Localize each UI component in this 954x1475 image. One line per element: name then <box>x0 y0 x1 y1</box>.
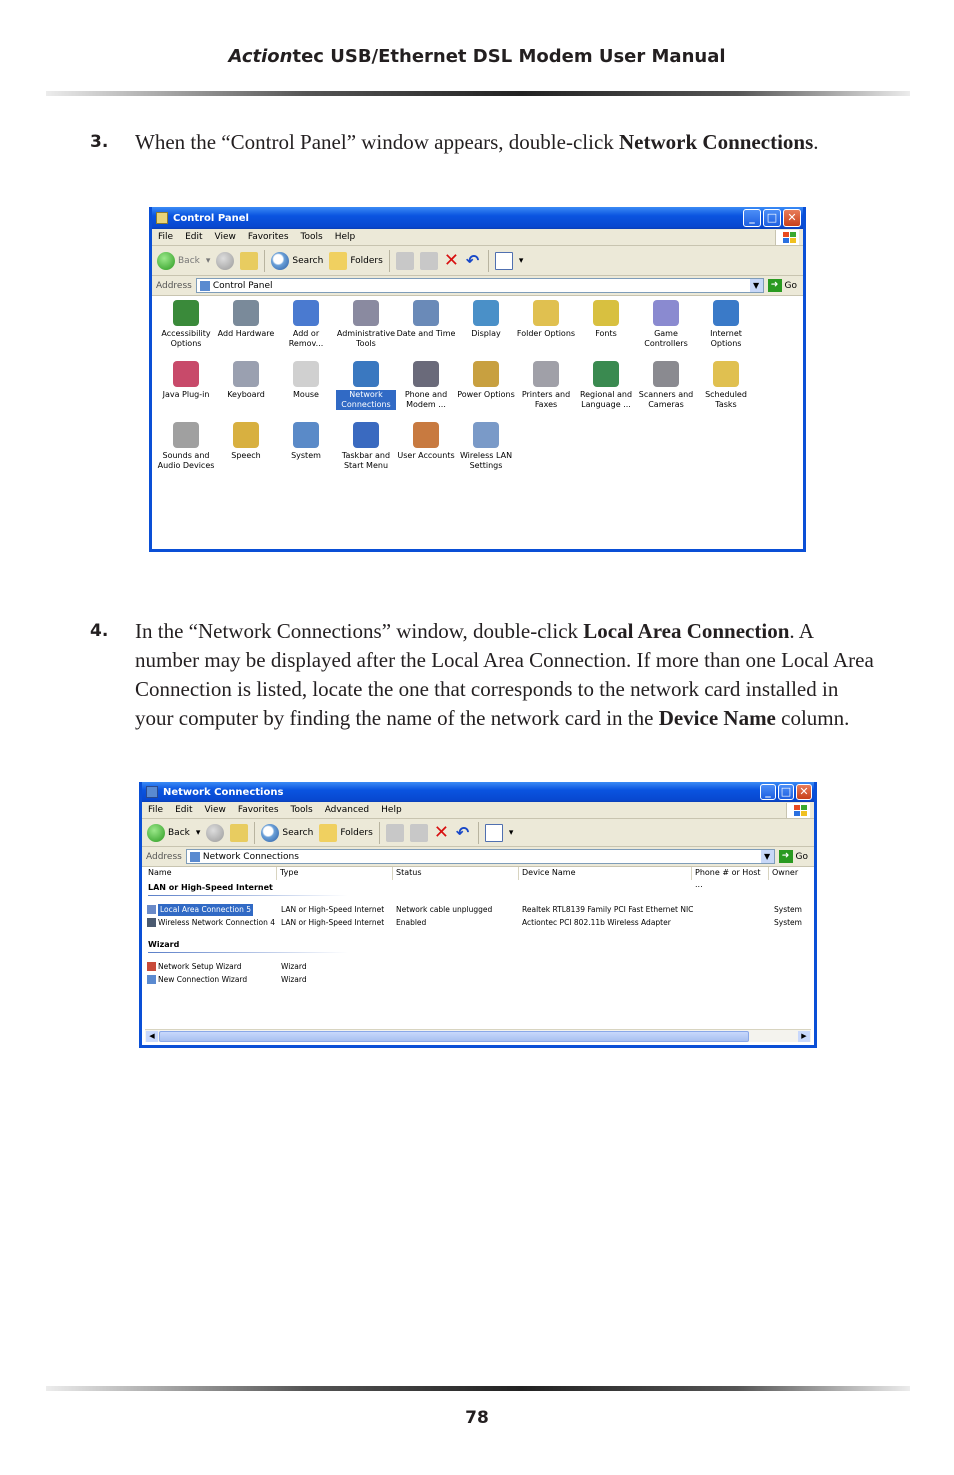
power-options-icon <box>473 361 499 387</box>
maximize-button[interactable]: □ <box>778 784 794 800</box>
cp-item-label-line2: Remov... <box>288 339 324 348</box>
internet-icon <box>713 300 739 326</box>
toolbar-separator <box>264 250 265 272</box>
toolbar-separator <box>389 250 390 272</box>
header-brand-italic: Action <box>228 46 293 67</box>
undo-icon[interactable]: ↶ <box>455 822 470 842</box>
cp-item-user-accounts[interactable] <box>396 420 456 475</box>
cp-item-system[interactable] <box>276 420 336 475</box>
menu-favorites[interactable]: Favorites <box>237 805 279 815</box>
cp-item-label <box>456 390 516 400</box>
cp-item-label-line1: Date and Time <box>396 329 456 338</box>
forward-icon[interactable] <box>216 252 234 270</box>
cp-item-display[interactable] <box>456 298 516 353</box>
network-window-icon <box>146 786 158 798</box>
table-row[interactable] <box>145 974 811 986</box>
cp-item-label-line1: Phone and <box>404 390 448 399</box>
wireless-antenna-icon <box>147 918 156 927</box>
cp-item-label <box>276 329 336 349</box>
cp-item-label-line1: Power Options <box>457 390 515 399</box>
cp-item-label-line2: Controllers <box>644 339 688 348</box>
display-icon <box>473 300 499 326</box>
cp-item-label <box>276 451 336 461</box>
cp-item-power-options[interactable] <box>456 359 516 414</box>
group-wizard-divider <box>148 952 348 953</box>
address-value: Network Connections <box>202 851 299 862</box>
back-button[interactable]: Back <box>168 827 190 838</box>
cp-item-label-line1: Sounds and <box>162 451 210 460</box>
address-value: Control Panel <box>212 280 273 291</box>
views-dropdown-icon[interactable]: ▾ <box>518 255 524 266</box>
cp-item-label-line1: Add or <box>292 329 320 338</box>
cp-item-label-line2: Start Menu <box>343 461 389 470</box>
cp-item-label-line2: Tasks <box>715 400 737 409</box>
address-input[interactable] <box>196 278 764 293</box>
cp-item-label <box>456 451 516 471</box>
menu-tools[interactable]: Tools <box>290 805 313 815</box>
search-icon[interactable] <box>261 824 279 842</box>
cp-item-label-line1: Internet <box>710 329 742 338</box>
cp-item-label-line1: Speech <box>231 451 261 460</box>
menu-view[interactable]: View <box>214 232 236 242</box>
cp-item-label <box>336 390 396 410</box>
wireless-connection-name[interactable]: Wireless Network Connection 4 <box>158 918 276 927</box>
cp-item-phone-and[interactable] <box>396 359 456 414</box>
cp-item-add-hardware[interactable] <box>216 298 276 353</box>
move-to-icon[interactable] <box>386 824 404 842</box>
column-device-name[interactable]: Device Name <box>519 867 692 880</box>
cp-item-label-line1: Taskbar and <box>341 451 391 460</box>
header-rule <box>46 91 910 96</box>
cp-item-label <box>636 390 696 410</box>
group-lan: LAN or High-Speed Internet <box>148 883 273 892</box>
row-type: Wizard <box>281 975 307 984</box>
step-4-bold-device-name: Device Name <box>658 706 776 730</box>
step-4-text: In the “Network Connections” window, double-click <box>135 619 584 643</box>
cp-item-sounds-and[interactable] <box>156 420 216 475</box>
menu-tools[interactable]: Tools <box>300 232 323 242</box>
cp-item-label-line2: Tools <box>356 339 376 348</box>
column-name[interactable]: Name <box>145 867 277 880</box>
lan-connection-icon <box>147 905 156 914</box>
cp-item-label <box>276 390 336 400</box>
cp-item-scheduled[interactable] <box>696 359 756 414</box>
row-device-name: Realtek RTL8139 Family PCI Fast Ethernet NIC <box>522 905 694 914</box>
copy-to-icon[interactable] <box>420 252 438 270</box>
step-4-number: 4. <box>90 621 109 641</box>
minimize-button[interactable]: _ <box>760 784 776 800</box>
move-to-icon[interactable] <box>396 252 414 270</box>
cp-item-label <box>156 390 216 400</box>
cp-item-label <box>216 329 276 339</box>
group-lan-divider <box>148 895 348 896</box>
maximize-button[interactable]: □ <box>763 209 781 227</box>
table-row[interactable] <box>145 904 811 916</box>
cp-item-date-and-time[interactable] <box>396 298 456 353</box>
toolbar-separator <box>379 822 380 844</box>
row-owner: System <box>774 918 802 927</box>
go-button[interactable] <box>768 279 803 292</box>
date-and-time-icon <box>413 300 439 326</box>
close-button[interactable]: ✕ <box>783 209 801 227</box>
taskbar-and-icon <box>353 422 379 448</box>
cp-item-label-line2: Options <box>170 339 202 348</box>
cp-item-network[interactable] <box>336 359 396 414</box>
step-4-text-end: column. <box>775 706 850 730</box>
cp-item-administrative[interactable] <box>336 298 396 353</box>
go-arrow-icon: ➜ <box>779 850 793 863</box>
scrollbar-thumb[interactable] <box>159 1031 749 1042</box>
network-connections-address-bar <box>142 847 814 867</box>
cp-item-label-line1: Java Plug-in <box>162 390 210 399</box>
back-icon[interactable] <box>157 252 175 270</box>
cp-item-label-line1: System <box>291 451 321 460</box>
cp-item-label-line1: Printers and <box>521 390 571 399</box>
network-setup-wizard-name[interactable]: Network Setup Wizard <box>158 962 242 971</box>
search-icon[interactable] <box>271 252 289 270</box>
control-panel-icon <box>200 281 210 291</box>
cp-item-regional-and[interactable] <box>576 359 636 414</box>
copy-to-icon[interactable] <box>410 824 428 842</box>
page-number: 78 <box>465 1408 489 1428</box>
cp-item-printers-and[interactable] <box>516 359 576 414</box>
mouse-icon <box>293 361 319 387</box>
views-icon[interactable] <box>485 824 503 842</box>
cp-item-label <box>396 329 456 339</box>
network-connections-title: Network Connections <box>163 786 284 798</box>
folders-icon[interactable] <box>329 252 347 270</box>
address-label: Address <box>146 851 182 862</box>
step-4 <box>90 617 880 733</box>
address-label: Address <box>156 280 192 291</box>
cp-item-label <box>516 329 576 339</box>
cp-item-label-line2: Connections <box>341 400 391 409</box>
network-setup-wizard-icon <box>147 962 156 971</box>
cp-item-label-line1: Administrative <box>336 329 396 338</box>
up-folder-icon[interactable] <box>240 252 258 270</box>
row-type: Wizard <box>281 962 307 971</box>
step-3-end: . <box>813 130 819 154</box>
menu-file[interactable]: File <box>148 805 164 815</box>
cp-item-fonts[interactable] <box>576 298 636 353</box>
user-accounts-icon <box>413 422 439 448</box>
search-button[interactable]: Search <box>282 827 314 838</box>
row-device-name: Actiontec PCI 802.11b Wireless Adapter <box>522 918 671 927</box>
cp-item-label-line1: Regional and <box>579 390 633 399</box>
table-row[interactable] <box>145 917 811 929</box>
footer-rule <box>46 1386 910 1391</box>
delete-icon[interactable]: ✕ <box>443 249 459 271</box>
go-arrow-icon: ➜ <box>768 279 782 292</box>
cp-item-label <box>216 390 276 400</box>
cp-item-folder-options[interactable] <box>516 298 576 353</box>
step-3 <box>90 128 880 157</box>
cp-item-label-line2: Faxes <box>534 400 558 409</box>
network-connections-icon <box>190 852 200 862</box>
row-owner: System <box>774 905 802 914</box>
cp-item-game[interactable] <box>636 298 696 353</box>
cp-item-label-line2: Settings <box>469 461 503 470</box>
horizontal-scrollbar[interactable] <box>145 1029 811 1042</box>
network-connections-titlebar[interactable] <box>142 782 814 802</box>
menu-edit[interactable]: Edit <box>175 805 193 815</box>
column-phone-or-host[interactable]: Phone # or Host ... <box>692 867 769 880</box>
cp-item-label-line2: Language ... <box>581 400 631 409</box>
cp-item-add-or[interactable] <box>276 298 336 353</box>
back-button[interactable]: Back <box>178 255 200 266</box>
windows-flag-icon <box>786 803 810 818</box>
phone-and-icon <box>413 361 439 387</box>
cp-item-label-line1: Add Hardware <box>217 329 275 338</box>
cp-item-internet[interactable] <box>696 298 756 353</box>
keyboard-icon <box>233 361 259 387</box>
go-button[interactable] <box>779 850 814 863</box>
header-title-rest: tec USB/Ethernet DSL Modem User Manual <box>292 46 726 67</box>
local-area-connection-name[interactable]: Local Area Connection 5 <box>160 905 252 914</box>
chevron-down-icon[interactable]: ▾ <box>205 255 211 266</box>
chevron-down-icon[interactable]: ▾ <box>195 827 201 838</box>
row-type: LAN or High-Speed Internet <box>281 905 385 914</box>
cp-item-label-line2: Options <box>710 339 742 348</box>
cp-item-label-line1: Scanners and <box>638 390 694 399</box>
cp-item-mouse[interactable] <box>276 359 336 414</box>
cp-item-wireless-lan[interactable] <box>456 420 516 475</box>
menu-favorites[interactable]: Favorites <box>247 232 289 242</box>
fonts-icon <box>593 300 619 326</box>
administrative-icon <box>353 300 379 326</box>
add-hardware-icon <box>233 300 259 326</box>
control-panel-icon-grid <box>156 298 756 475</box>
cp-item-accessibility[interactable] <box>156 298 216 353</box>
cp-item-label <box>156 329 216 349</box>
undo-icon[interactable]: ↶ <box>465 250 480 270</box>
control-panel-window-icon <box>156 212 168 224</box>
cp-item-label-line1: Game <box>654 329 678 338</box>
cp-item-label-line1: Scheduled <box>705 390 747 399</box>
network-connections-window <box>139 782 817 1048</box>
control-panel-window <box>149 207 806 552</box>
wireless-lan-icon <box>473 422 499 448</box>
cp-item-label <box>576 390 636 410</box>
cp-item-label <box>456 329 516 339</box>
cp-item-keyboard[interactable] <box>216 359 276 414</box>
control-panel-menubar <box>152 229 803 246</box>
step-3-text: When the “Control Panel” window appears, double-click <box>135 130 620 154</box>
sounds-and-icon <box>173 422 199 448</box>
cp-item-label-line2: Cameras <box>648 400 684 409</box>
add-or-icon <box>293 300 319 326</box>
menu-file[interactable]: File <box>158 232 174 242</box>
cp-item-java-plug-in[interactable] <box>156 359 216 414</box>
cp-item-label-line1: Fonts <box>595 329 617 338</box>
step-4-bold-local-area: Local Area Connection <box>583 619 790 643</box>
system-icon <box>293 422 319 448</box>
minimize-button[interactable]: _ <box>743 209 761 227</box>
printers-and-icon <box>533 361 559 387</box>
scroll-left-icon[interactable]: ◀ <box>146 1031 158 1042</box>
group-wizard: Wizard <box>148 940 180 949</box>
column-type[interactable]: Type <box>277 867 393 880</box>
search-button[interactable]: Search <box>292 255 324 266</box>
row-type: LAN or High-Speed Internet <box>281 918 385 927</box>
folders-button[interactable]: Folders <box>340 827 373 838</box>
cp-item-label-line2: Audio Devices <box>157 461 215 470</box>
toolbar-separator <box>488 250 489 272</box>
cp-item-label-line1: Folder Options <box>516 329 576 338</box>
cp-item-label <box>336 329 396 349</box>
cp-item-label-line1: Display <box>471 329 501 338</box>
views-icon[interactable] <box>495 252 513 270</box>
page-header <box>0 46 954 67</box>
cp-item-label-line2: Modem ... <box>406 400 446 409</box>
back-icon[interactable] <box>147 824 165 842</box>
speech-icon <box>233 422 259 448</box>
game-icon <box>653 300 679 326</box>
new-connection-wizard-icon <box>147 975 156 984</box>
close-button[interactable]: ✕ <box>796 784 812 800</box>
cp-item-label-line1: Accessibility <box>161 329 211 338</box>
cp-item-label <box>156 451 216 471</box>
column-status[interactable]: Status <box>393 867 519 880</box>
column-owner[interactable]: Owner <box>772 868 799 877</box>
control-panel-toolbar <box>152 246 803 276</box>
toolbar-separator <box>478 822 479 844</box>
folders-button[interactable]: Folders <box>350 255 383 266</box>
menu-advanced[interactable]: Advanced <box>324 805 370 815</box>
cp-item-taskbar-and[interactable] <box>336 420 396 475</box>
scanners-and-icon <box>653 361 679 387</box>
menu-help[interactable]: Help <box>381 805 402 815</box>
table-row[interactable] <box>145 961 811 973</box>
folder-options-icon <box>533 300 559 326</box>
address-dropdown-icon[interactable]: ▼ <box>750 279 763 292</box>
java-plug-in-icon <box>173 361 199 387</box>
cp-item-label-line1: Keyboard <box>227 390 265 399</box>
cp-item-label <box>396 390 456 410</box>
network-connections-toolbar <box>142 819 814 847</box>
forward-icon[interactable] <box>206 824 224 842</box>
go-label: Go <box>784 280 797 291</box>
network-connections-menubar <box>142 802 814 819</box>
menu-view[interactable]: View <box>204 805 226 815</box>
address-input[interactable] <box>186 849 775 864</box>
cp-item-scanners-and[interactable] <box>636 359 696 414</box>
control-panel-title: Control Panel <box>173 212 249 224</box>
cp-item-label <box>336 451 396 471</box>
control-panel-address-bar <box>152 276 803 296</box>
cp-item-label <box>396 451 456 461</box>
cp-item-label <box>576 329 636 339</box>
menu-help[interactable]: Help <box>334 232 356 242</box>
up-folder-icon[interactable] <box>230 824 248 842</box>
cp-item-label-line1: Network <box>349 390 383 399</box>
scroll-right-icon[interactable]: ▶ <box>798 1031 810 1042</box>
step-3-bold: Network Connections <box>619 130 814 154</box>
cp-item-label <box>696 390 756 410</box>
network-icon <box>353 361 379 387</box>
cp-item-label <box>696 329 756 349</box>
cp-item-label-line1: User Accounts <box>397 451 455 460</box>
new-connection-wizard-name[interactable]: New Connection Wizard <box>158 975 248 984</box>
step-3-number: 3. <box>90 132 109 152</box>
accessibility-icon <box>173 300 199 326</box>
scheduled-icon <box>713 361 739 387</box>
cp-item-label <box>516 390 576 410</box>
cp-item-label <box>216 451 276 461</box>
views-dropdown-icon[interactable]: ▾ <box>508 827 514 838</box>
toolbar-separator <box>254 822 255 844</box>
regional-and-icon <box>593 361 619 387</box>
delete-icon[interactable]: ✕ <box>433 821 449 843</box>
windows-flag-icon <box>775 230 799 245</box>
folders-icon[interactable] <box>319 824 337 842</box>
control-panel-titlebar[interactable] <box>152 207 803 229</box>
row-status: Network cable unplugged <box>396 905 493 914</box>
step-4-text-mid: . A number may be displayed after the Local Area Connection. If more than one Local Area Connection is listed, locate the one that corresponds to the network card installed in your computer by finding the name of the network card in the <box>135 619 874 730</box>
cp-item-label-line1: Mouse <box>293 390 319 399</box>
cp-item-label-line1: Wireless LAN <box>459 451 513 460</box>
cp-item-speech[interactable] <box>216 420 276 475</box>
go-label: Go <box>795 851 808 862</box>
row-status: Enabled <box>396 918 427 927</box>
address-dropdown-icon[interactable]: ▼ <box>761 850 774 863</box>
menu-edit[interactable]: Edit <box>185 232 203 242</box>
cp-item-label <box>636 329 696 349</box>
